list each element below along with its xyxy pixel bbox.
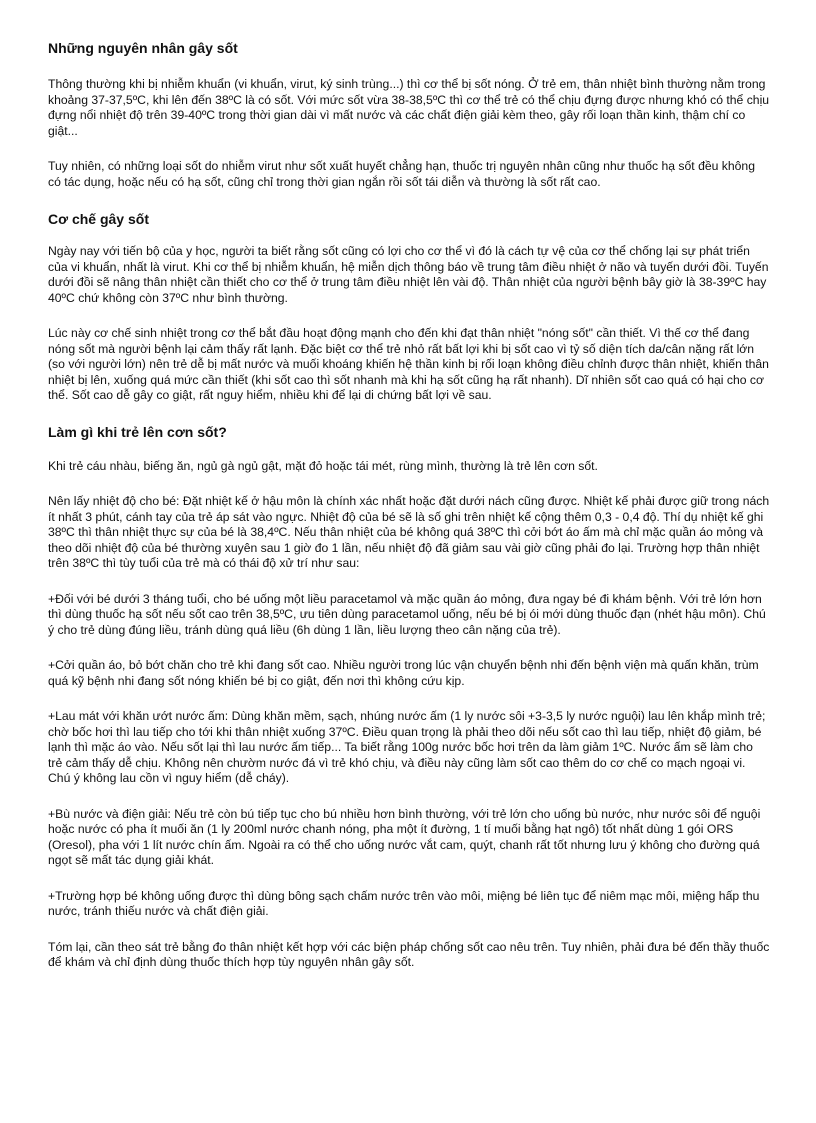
list-item: +Cởi quần áo, bỏ bớt chăn cho trẻ khi đang sốt cao. Nhiều người trong lúc vận chuyển bệnh nhi đến bệnh viện mà quấn khăn, trùm quá kỹ bệnh nhi đang sốt nóng khiến bé bị co giật, đến nơi thì không cứu kịp. xyxy=(48,658,759,688)
list-item: +Bù nước và điện giải: Nếu trẻ còn bú tiếp tục cho bú nhiều hơn bình thường, với trẻ lớn cho uống bù nước, như nước sôi để nguội hoặc nước có pha ít muối ăn (1 ly 200ml nước chanh nóng, pha một ít đường, 1 tí muối bằng hạt ngô) tốt nhất dùng 1 gói ORS (Oresol), pha với 1 lít nước chín ấm. Ngoài ra có thể cho uống nước vắt cam, quýt, chanh rất tốt nhưng lưu ý không cho đường quá ngọt sẽ mất tác dụng giải khát. xyxy=(48,806,761,867)
heading-what-to-do: Làm gì khi trẻ lên cơn sốt? xyxy=(48,423,227,440)
paragraph: Tuy nhiên, có những loại sốt do nhiễm virut như sốt xuất huyết chẳng hạn, thuốc trị nguyên nhân cũng như thuốc hạ sốt đều không có tác dụng, hoặc nếu có hạ sốt, cũng chỉ trong thời gian ngắn rồi sốt tái diễn và thường là sốt rất cao. xyxy=(48,159,755,189)
paragraph: Ngày nay với tiến bộ của y học, người ta biết rằng sốt cũng có lợi cho cơ thể vì đó là cách tự vệ của cơ thể chống lại sự phát triển của vi khuẩn, nhất là virut. Khi cơ thể bị nhiễm khuẩn, hệ miễn dịch thông báo về trung tâm điều nhiệt ở não và tuyến dưới đồi. Tuyến dưới đồi sẽ nâng thân nhiệt cần thiết cho cơ thể ở trung tâm điều nhiệt lên vài độ. Thân nhiệt của người bệnh bây giờ là 38-39ºC hay 40ºC chứ không còn 37ºC như bình thường. xyxy=(48,244,769,305)
paragraph: Khi trẻ cáu nhàu, biếng ăn, ngủ gà ngủ gật, mặt đỏ hoặc tái mét, rùng mình, thường là trẻ lên cơn sốt. xyxy=(48,458,598,473)
heading-fever-causes: Những nguyên nhân gây sốt xyxy=(48,40,238,56)
paragraph-conclusion: Tóm lại, cần theo sát trẻ bằng đo thân nhiệt kết hợp với các biện pháp chống sốt cao nêu trên. Tuy nhiên, phải đưa bé đến thầy thuốc để khám và chỉ định dùng thuốc thích hợp tùy nguyên nhân gây sốt. xyxy=(48,939,770,969)
list-item: +Trường hợp bé không uống được thì dùng bông sạch chấm nước trên vào môi, miệng bé liên tục để niêm mạc môi, miệng hấp thu nước, tránh thiếu nước và chất điện giải. xyxy=(48,888,760,918)
list-item: +Đối với bé dưới 3 tháng tuổi, cho bé uống một liều paracetamol và mặc quần áo mỏng, đưa ngay bé đi khám bệnh. Với trẻ lớn hơn thì dùng thuốc hạ sốt nếu sốt cao trên 38,5ºC, ưu tiên dùng paracetamol uống, nếu bé bị ói mới dùng thuốc đạn (nhét hậu môn). Chú ý cho trẻ dùng đúng liều, tránh dùng quá liều (6h dùng 1 lần, liều lượng theo cân nặng của trẻ). xyxy=(48,591,766,637)
document-page xyxy=(48,38,770,971)
paragraph: Thông thường khi bị nhiễm khuẩn (vi khuẩn, virut, ký sinh trùng...) thì cơ thể bị sốt nóng. Ở trẻ em, thân nhiệt bình thường nằm trong khoảng 37-37,5ºC, khi lên đến 38ºC là có sốt. Với mức sốt vừa 38-38,5ºC thì cơ thể trẻ có thể chịu đựng được nhưng khó có thể chịu đựng nổi nhiệt độ trên 39-40ºC trong thời gian dài vì mất nước và các chất điện giải kèm theo, gây rối loạn thần kinh, thậm chí co giật... xyxy=(48,77,770,138)
heading-fever-mechanism: Cơ chế gây sốt xyxy=(48,211,149,227)
paragraph: Lúc này cơ chế sinh nhiệt trong cơ thể bắt đầu hoạt động mạnh cho đến khi đạt thân nhiệt "nóng sốt" cần thiết. Vì thế cơ thể đang nóng sốt mà người bệnh lại cảm thấy rất lạnh. Đặc biệt cơ thể trẻ nhỏ rất bất lợi khi bị sốt cao vì tỷ số diện tích da/cân nặng rất lớn (so với người lớn) nên trẻ dễ bị mất nước và muối khoáng khiến hệ thần kinh bị rối loạn không điều chỉnh được thân nhiệt, khiến thân nhiệt bị lên, xuống quá mức cần thiết (khi sốt cao thì sốt nhanh mà khi hạ sốt cũng hạ rất nhanh). Dĩ nhiên sốt cao quá có hại cho cơ thể. Sốt cao dễ gây co giật, rất nguy hiểm, nhiều khi để lại di chứng bất lợi về sau. xyxy=(48,326,769,402)
paragraph: Nên lấy nhiệt độ cho bé: Đặt nhiệt kế ở hậu môn là chính xác nhất hoặc đặt dưới nách cũng được. Nhiệt kế phải được giữ trong nách ít nhất 3 phút, cánh tay của trẻ áp sát vào ngực. Nhiệt độ của bé sẽ là số ghi trên nhiệt kế cộng thêm 0,3 - 0,4 độ. Thí dụ nhiệt kế ghi 38ºC thì thân nhiệt thực sự của bé là 38,4ºC. Nếu thân nhiệt của bé không quá 38ºC thì cởi bớt áo ấm mà chỉ mặc quần áo mỏng và theo dõi nhiệt độ của bé thường xuyên sau 1 giờ đo 1 lần, nếu nhiệt độ đã giảm sau vài giờ cũng phải đo lại. Trường hợp thân nhiệt trên 38ºC thì tùy tuổi của trẻ mà có thái độ xử trí như sau: xyxy=(48,494,770,570)
list-item: +Lau mát với khăn ướt nước ấm: Dùng khăn mềm, sạch, nhúng nước ấm (1 ly nước sôi +3-3,5 ly nước nguội) lau lên khắp mình trẻ; chờ bốc hơi thì lau tiếp cho tới khi thân nhiệt xuống 37ºC. Điều quan trọng là phải theo dõi nếu sốt cao thì lau tiếp, nhiệt độ giảm, bé lạnh thì mặc áo vào. Nếu sốt lại thì lau nước ấm tiếp... Ta biết rằng 100g nước bốc hơi trên da làm giảm 1ºC. Nước ấm sẽ làm cho trẻ cảm thấy dễ chịu. Không nên chườm nước đá vì trẻ khó chịu, và điều này cũng làm sốt cao thêm do cơ chế co mạch ngoại vi. Chú ý không lau cồn vì nguy hiểm (dễ cháy). xyxy=(48,709,766,785)
